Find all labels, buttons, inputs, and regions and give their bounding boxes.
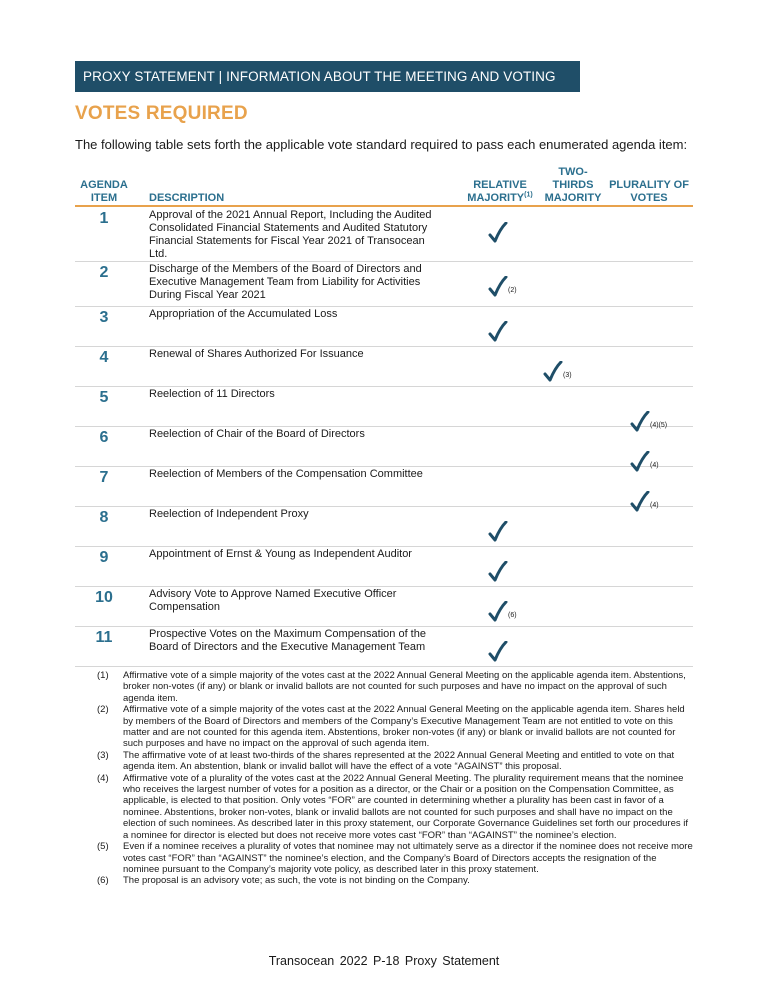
- checkmark-icon: [488, 276, 508, 298]
- checkmark-icon: [488, 321, 508, 343]
- table-row: [75, 387, 693, 427]
- col-header-two-thirds: TWO- THIRDS MAJORITY: [544, 166, 602, 204]
- agenda-item-number: 8: [99, 509, 109, 526]
- footnote-reference: (6): [508, 612, 517, 619]
- table-row: [75, 507, 693, 547]
- agenda-item-description: Prospective Votes on the Maximum Compensation of the Board of Directors and the Executive Management Team: [149, 628, 426, 653]
- agenda-item-description: Reelection of Independent Proxy: [149, 508, 309, 520]
- agenda-item-description: Advisory Vote to Approve Named Executive Officer Compensation: [149, 588, 397, 613]
- col-header-agenda: AGENDA ITEM: [80, 179, 128, 204]
- footnote-mark: (1): [97, 670, 109, 681]
- section-banner: PROXY STATEMENT | INFORMATION ABOUT THE MEETING AND VOTING: [75, 61, 580, 92]
- table-row: [75, 627, 693, 667]
- checkmark-icon: [488, 641, 508, 663]
- page-footer: Transocean 2022 P-18 Proxy Statement: [268, 954, 500, 968]
- agenda-item-description: Appropriation of the Accumulated Loss: [149, 308, 338, 320]
- agenda-item-description: Approval of the 2021 Annual Report, Including the Audited Consolidated Financial Statements and Audited Statutory Financial Statements for Fiscal Year 2021 of Transocean Ltd.: [149, 209, 432, 260]
- agenda-item-description: Discharge of the Members of the Board of Directors and Executive Management Team from Liability for Activities During Fiscal Year 2021: [149, 263, 422, 301]
- footnote-text: Affirmative vote of a plurality of the votes cast at the 2022 Annual General Meeting. The plurality requirement means that the nominee who receives the largest number of votes for a position as a director, or the Chair or a position on the Compensation Committee, as applicable, is elected to that position. Only votes “FOR” are counted in determining whether a plurality has been cast in favor of a nominee. Abstentions, broker non-votes, blank or invalid ballots are not counted for such purposes and shall have no impact on the election of such nominees. As described later in this proxy statement, our Corporate Governance Guidelines set forth our procedures if a nominee for director is elected but does not receive more votes cast “FOR” than “AGAINST” the nominee’s election.: [123, 772, 689, 841]
- agenda-item-number: 2: [99, 264, 109, 281]
- table-row: [75, 547, 693, 587]
- table-row: [75, 347, 693, 387]
- footnote-text: The affirmative vote of at least two-thirds of the shares represented at the 2022 Annual General Meeting and entitled to vote on that agenda item. An abstention, blank or invalid ballot will have the effect of a vote “AGAINST” this proposal.: [123, 749, 675, 773]
- footnote: [75, 875, 695, 886]
- footnote-mark: (6): [97, 875, 109, 887]
- agenda-item-number: 1: [99, 210, 109, 227]
- table-row: [75, 587, 693, 627]
- footnote-mark: (4): [97, 772, 109, 784]
- agenda-item-number: 7: [99, 469, 109, 486]
- footnote-text: Affirmative vote of a simple majority of the votes cast at the 2022 Annual General Meeting on the applicable agenda item. Shares held by members of the Board of Directors and members of the Company’s Executive Management Team are not entitled to vote on this matter and are not counted for this agenda item. Abstentions, broker non-votes (if any) or blank or invalid ballots are not counted for such purposes and have no impact on the approval of such agenda item.: [123, 704, 685, 750]
- checkmark-icon: [543, 361, 563, 383]
- table-row: [75, 262, 693, 307]
- footnote-reference: (3): [563, 372, 572, 379]
- footnote: [75, 750, 695, 773]
- footnote: [75, 704, 695, 750]
- agenda-item-number: 11: [95, 629, 113, 646]
- page-title: VOTES REQUIRED: [75, 103, 248, 124]
- agenda-item-number: 3: [99, 309, 109, 326]
- footnotes: [75, 670, 695, 887]
- agenda-item-description: Appointment of Ernst & Young as Independent Auditor: [149, 548, 412, 560]
- footnote-reference: (4): [650, 502, 659, 509]
- table-row: [75, 307, 693, 347]
- agenda-item-number: 9: [99, 549, 109, 566]
- footnote-mark: (2): [97, 704, 109, 716]
- col-header-description: DESCRIPTION: [149, 192, 225, 204]
- agenda-item-description: Reelection of Chair of the Board of Directors: [149, 428, 365, 440]
- table-row: [75, 427, 693, 467]
- agenda-item-description: Renewal of Shares Authorized For Issuance: [149, 348, 364, 360]
- agenda-item-description: Reelection of 11 Directors: [149, 388, 275, 400]
- col-header-relative-majority: RELATIVE MAJORITY$^{(1)}$: [467, 179, 533, 204]
- footnote-reference: (4): [650, 462, 659, 469]
- agenda-item-number: 4: [99, 349, 109, 366]
- checkmark-icon: [488, 521, 508, 543]
- footnote-mark: (5): [97, 841, 109, 853]
- agenda-item-description: Reelection of Members of the Compensation Committee: [149, 468, 423, 480]
- table-row: [75, 208, 693, 262]
- checkmark-icon: [488, 561, 508, 583]
- agenda-item-number: 5: [99, 389, 109, 406]
- footnote-text: Affirmative vote of a simple majority of the votes cast at the 2022 Annual General Meeting on the applicable agenda item. Abstentions, broker non-votes (if any) or blank or invalid ballots are not counted for such purposes and have no impact on the approval of such agenda item.: [123, 670, 686, 704]
- footnote-text: Even if a nominee receives a plurality of votes that nominee may not ultimately serve as a director if the nominee does not receive more votes cast “FOR” than “AGAINST” the nominee’s election, and the Company’s Board of Directors accepts the resignation of the nominee pursuant to the Company’s majority vote policy, as described later in this proxy statement.: [123, 841, 693, 875]
- footnote: [75, 841, 695, 875]
- table-row: [75, 467, 693, 507]
- header-rule: [75, 205, 693, 207]
- intro-text: The following table sets forth the applicable vote standard required to pass each enumerated agenda item:: [75, 137, 688, 152]
- footnote: [75, 670, 695, 704]
- checkmark-icon: [488, 601, 508, 623]
- col-header-plurality: PLURALITY OF VOTES: [609, 179, 689, 204]
- footnote-reference: (4)(5): [650, 422, 668, 429]
- footnote: [75, 773, 695, 841]
- footnote-mark: (3): [97, 749, 109, 761]
- checkmark-icon: [488, 222, 508, 244]
- agenda-item-number: 10: [95, 589, 113, 606]
- footnote-text: The proposal is an advisory vote; as such, the vote is not binding on the Company.: [123, 875, 470, 887]
- agenda-item-number: 6: [99, 429, 109, 446]
- footnote-reference: (2): [508, 287, 517, 294]
